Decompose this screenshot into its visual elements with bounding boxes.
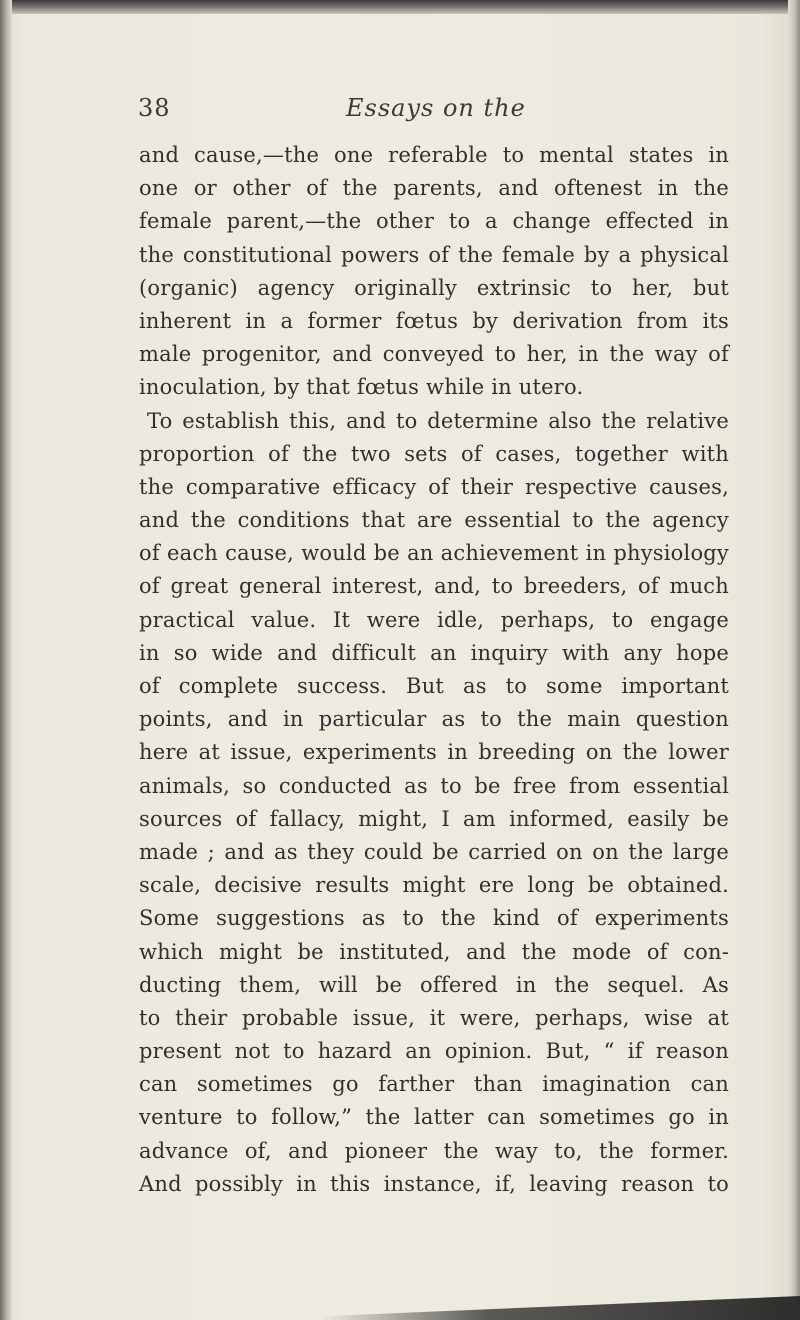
text-line: one or other of the parents, and oftenest in the xyxy=(139,176,729,201)
text-line: practical value. It were idle, perhaps, to engage xyxy=(139,607,729,632)
text-line: (organic) agency originally extrinsic to her, but xyxy=(139,275,729,300)
text-line: which might be instituted, and the mode of con- xyxy=(139,939,729,964)
text-line: the comparative efficacy of their respective causes, xyxy=(139,474,729,499)
page-left-shadow xyxy=(0,0,12,1320)
page-number: 38 xyxy=(138,94,171,122)
text-line: of great general interest, and, to breeders, of much xyxy=(139,574,729,599)
text-line: scale, decisive results might ere long be obtained. xyxy=(139,873,729,898)
text-line: made ; and as they could be carried on on the large xyxy=(139,839,729,864)
text-line: venture to follow,” the latter can sometimes go in xyxy=(139,1105,729,1130)
text-line: of each cause, would be an achievement in physiology xyxy=(139,541,729,566)
text-line: proportion of the two sets of cases, together with xyxy=(139,441,729,466)
text-line: female parent,—the other to a change effected in xyxy=(139,209,729,234)
text-line: and the conditions that are essential to the agency xyxy=(139,508,729,533)
text-line: of complete success. But as to some important xyxy=(139,674,729,698)
running-title: Essays on the xyxy=(346,94,526,122)
running-head xyxy=(132,86,752,126)
text-line: and cause,—the one referable to mental states in xyxy=(139,143,729,167)
body-text xyxy=(139,139,729,1201)
text-line: in so wide and difficult an inquiry with any hope xyxy=(139,640,729,665)
text-line: points, and in particular as to the main question xyxy=(139,707,729,732)
text-line: here at issue, experiments in breeding on the lower xyxy=(139,740,729,765)
page-top-shadow xyxy=(0,0,800,14)
page-right-shadow xyxy=(788,0,800,1320)
text-line: animals, so conducted as to be free from essential xyxy=(139,773,729,798)
text-line: male progenitor, and conveyed to her, in the way of xyxy=(139,342,729,367)
page-bottom-shadow xyxy=(320,1296,800,1320)
text-line: sources of fallacy, might, I am informed, easily be xyxy=(139,806,729,831)
text-line: to their probable issue, it were, perhaps, wise at xyxy=(139,1005,729,1030)
text-line: can sometimes go farther than imagination can xyxy=(139,1072,729,1097)
text-line: the constitutional powers of the female by a physical xyxy=(139,242,729,267)
text-line: To establish this, and to determine also the relative xyxy=(147,408,729,433)
text-line: ducting them, will be offered in the sequel. As xyxy=(139,972,729,997)
text-line: And possibly in this instance, if, leaving reason to xyxy=(139,1171,729,1196)
text-line: inoculation, by that fœtus while in utero. xyxy=(139,375,584,400)
text-line: Some suggestions as to the kind of experiments xyxy=(139,906,729,931)
text-line: advance of, and pioneer the way to, the former. xyxy=(139,1138,729,1163)
text-line: present not to hazard an opinion. But, “ if reason xyxy=(139,1039,729,1064)
text-line: inherent in a former fœtus by derivation from its xyxy=(139,308,729,333)
